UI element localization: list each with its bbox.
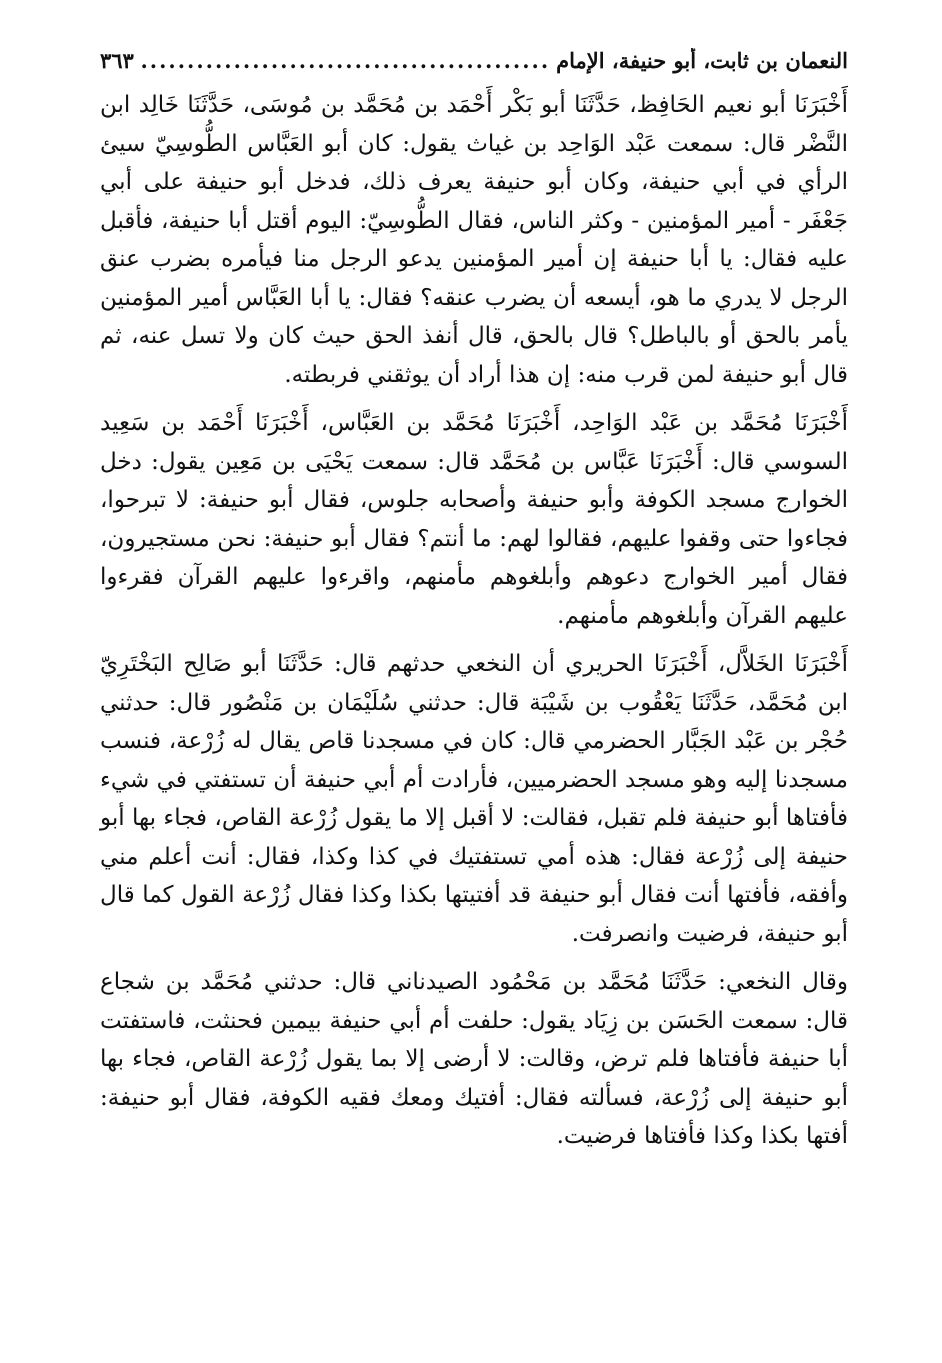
page-number: ٣٦٣ [100,48,134,73]
paragraph-2: أَخْبَرَنَا مُحَمَّد بن عَبْد الوَاحِد، أَخْبَرَنَا مُحَمَّد بن العَبَّاس، أَخْبَرَنَا أَحْمَد بن سَعِيد السوسي قال: أَخْبَرَنَا عَبَّاس بن مُحَمَّد قال: سمعت يَحْيَى بن مَعِين يقول: دخل الخوارج مسجد الكوفة وأبو حنيفة وأصحابه جلوس، فقال أبو حنيفة: لا تبرحوا، فجاءوا حتى وقفوا عليهم، فقالوا لهم: ما أنتم؟ فقال أبو حنيفة: نحن مستجيرون، فقال أمير الخوارج دعوهم وأبلغوهم مأمنهم، واقرءوا عليهم القرآن فقرءوا عليهم القرآن وأبلغوهم مأمنهم. [100,410,848,629]
running-header [100,48,848,82]
paragraph-1: أَخْبَرَنَا أبو نعيم الحَافِظ، حَدَّثَنَا أبو بَكْر أَحْمَد بن مُحَمَّد بن مُوسَى، حَدَّثَنَا خَالِد ابن النَّضْر قال: سمعت عَبْد الوَاحِد بن غياث يقول: كان أبو العَبَّاس الطُّوسِيّ سيئ الرأي في أبي حنيفة، وكان أبو حنيفة يعرف ذلك، فدخل أبو حنيفة على أبي جَعْفَر - أمير المؤمنين - وكثر الناس، فقال الطُّوسِيّ: اليوم أقتل أبا حنيفة، فأقبل عليه فقال: يا أبا حنيفة إن أمير المؤمنين يدعو الرجل منا فيأمره بضرب عنق الرجل لا يدري ما هو، أيسعه أن يضرب عنقه؟ فقال: يا أبا العَبَّاس أمير المؤمنين يأمر بالحق أو بالباطل؟ قال بالحق، قال أنفذ الحق حيث كان ولا تسل عنه، ثم قال أبو حنيفة لمن قرب منه: إن هذا أراد أن يوثقني فربطته. [100,92,848,388]
running-title: النعمان بن ثابت، أبو حنيفة، الإمام [556,48,848,73]
book-page [100,48,848,1166]
paragraph-4: وقال النخعي: حَدَّثَنَا مُحَمَّد بن مَحْمُود الصيدناني قال: حدثني مُحَمَّد بن شجاع قال: سمعت الحَسَن بن زِيَاد يقول: حلفت أم أبي حنيفة بيمين فحنثت، فاستفتت أبا حنيفة فأفتاها فلم ترض، وقالت: لا أرضى إلا بما يقول زُرْعة القاص، فجاء بها أبو حنيفة إلى زُرْعة، فسألته فقال: أفتيك ومعك فقيه الكوفة، فقال أبو حنيفة: أفتها بكذا وكذا فأفتاها فرضيت. [100,969,849,1149]
dot-leader [140,48,550,73]
body-text [100,86,848,1156]
paragraph-3: أَخْبَرَنَا الخَلاَّل، أَخْبَرَنَا الحريري أن النخعي حدثهم قال: حَدَّثَنَا أبو صَالِح البَخْتَرِيّ ابن مُحَمَّد، حَدَّثَنَا يَعْقُوب بن شَيْبَة قال: حدثني سُلَيْمَان بن مَنْصُور قال: حدثني حُجْر بن عَبْد الجَبَّار الحضرمي قال: كان في مسجدنا قاص يقال له زُرْعة، فنسب مسجدنا إليه وهو مسجد الحضرميين، فأرادت أم أبي حنيفة أن تستفتي في شيء فأفتاها أبو حنيفة فلم تقبل، فقالت: لا أقبل إلا ما يقول زُرْعة القاص، فجاء بها أبو حنيفة إلى زُرْعة فقال: هذه أمي تستفتيك في كذا وكذا، فقال: أنت أعلم مني وأفقه، فأفتها أنت فقال أبو حنيفة قد أفتيتها بكذا وكذا فقال زُرْعة القول كما قال أبو حنيفة، فرضيت وانصرفت. [100,651,848,947]
